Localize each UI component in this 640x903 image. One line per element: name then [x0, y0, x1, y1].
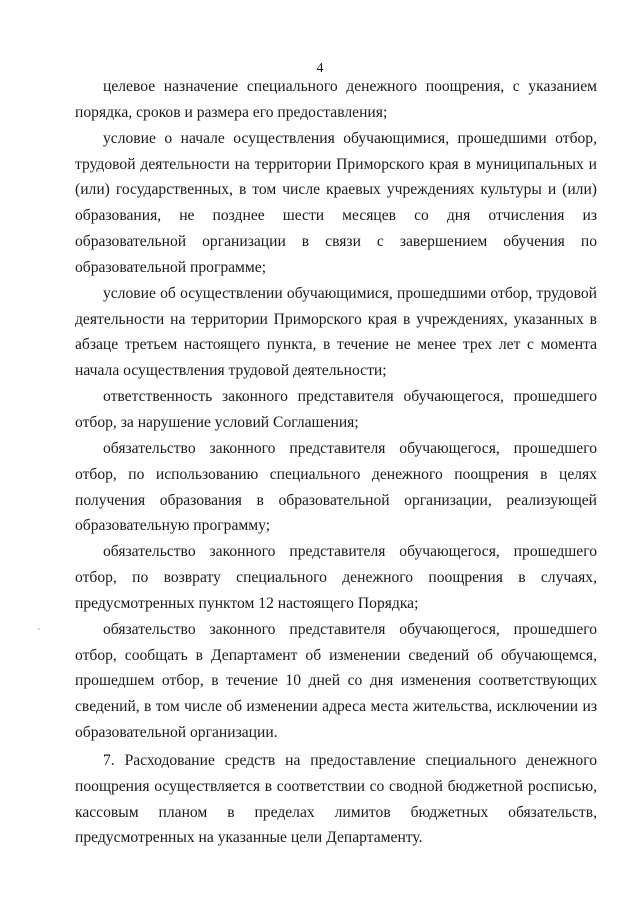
paragraph-work-condition: условие об осуществлении обучающимися, прошедшими отбор, трудовой деятельности на территории Приморского края в учреждениях, указанных в абзаце третьем настоящего пункта, в течение не менее трех лет с момента начала осуществления трудовой деятельности; — [75, 284, 597, 380]
paragraph-start-condition: условие о начале осуществления обучающимися, прошедшими отбор, трудовой деятельности на территории Приморского края в муниципальных и (или) государственных, в том числе краевых учреждениях культуры и (или) образования, не позднее шести месяцев со дня отчисления из образовательной организации в связи с завершением обучения по образовательной программе; — [75, 129, 597, 276]
paragraph-item-7: 7. Расходование средств на предоставление специального денежного поощрения осуществляется в соответствии со сводной бюджетной росписью, кассовым планом в пределах лимитов бюджетных обязательств, предусмотренных на указанные цели Департаменту. — [75, 751, 597, 847]
paragraph-refund-obligation: обязательство законного представителя обучающегося, прошедшего отбор, по возврату специального денежного поощрения в случаях, предусмотренных пунктом 12 настоящего Порядка; — [75, 543, 597, 612]
page-number: 4 — [316, 61, 324, 76]
scan-artifact — [38, 628, 40, 630]
paragraph-responsibility: ответственность законного представителя обучающегося, прошедшего отбор, за нарушение условий Соглашения; — [75, 388, 597, 431]
document-body — [75, 74, 597, 851]
paragraph-usage-obligation: обязательство законного представителя обучающегося, прошедшего отбор, по использованию специального денежного поощрения в целях получения образования в образовательной организации, реализующей образовательную программу; — [75, 439, 597, 535]
paragraph-notify-obligation: обязательство законного представителя обучающегося, прошедшего отбор, сообщать в Департамент об изменении сведений об обучающемся, прошедшем отбор, в течение 10 дней со дня изменения соответствующих сведений, в том числе об изменении адреса места жительства, исключении из образовательной организации. — [75, 620, 597, 742]
paragraph-purpose: целевое назначение специального денежного поощрения, с указанием порядка, сроков и размера его предоставления; — [75, 78, 597, 121]
